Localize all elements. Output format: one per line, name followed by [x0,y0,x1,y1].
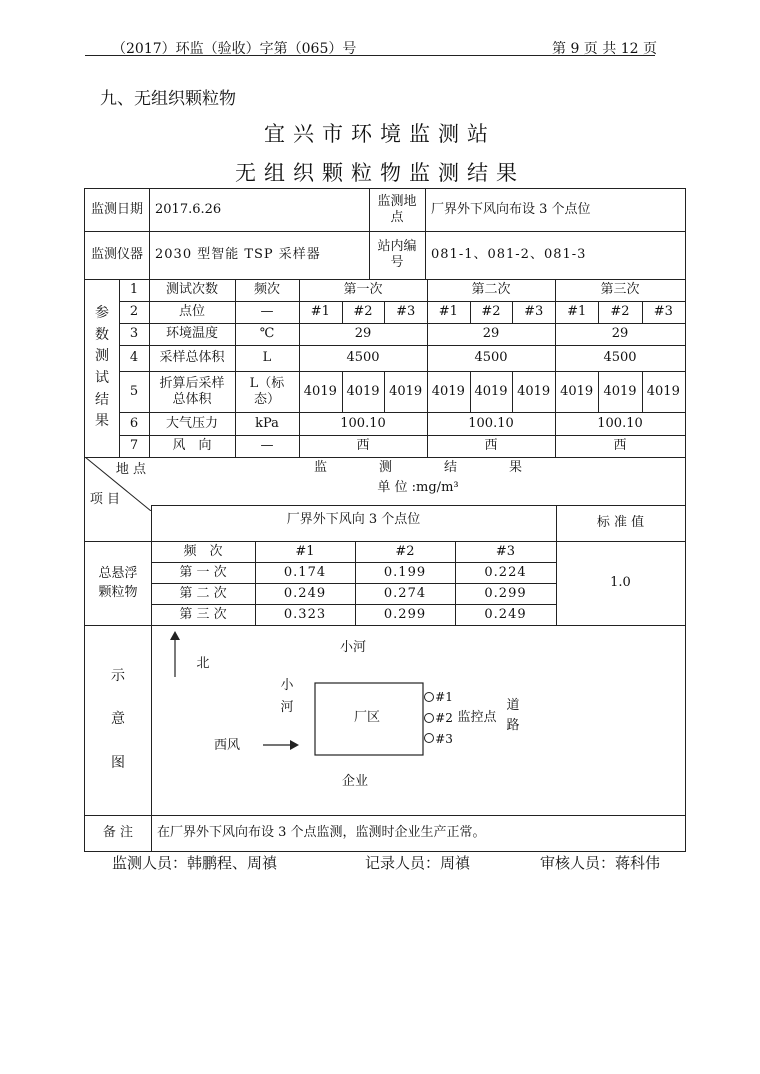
road-label: 道 [506,698,520,714]
param-unit: L [262,350,272,366]
freq-header: 频 次 [183,543,223,559]
result-value: 0.174 [283,564,327,580]
monitor-point-label: #2 [435,710,453,725]
result-value: 0.249 [283,585,327,601]
param-name: 大气压力 [165,415,218,431]
param-row-number: 2 [129,304,139,320]
north-label: 北 [196,656,210,672]
run-point: #1 [438,304,458,320]
run-pressure: 100.10 [597,415,643,431]
monitor-staff: 监测人员：韩鹏程、周禛 [112,854,278,872]
instrument-value: 2030 型智能 TSP 采样器 [155,247,321,263]
run-std-volume: 4019 [517,383,551,399]
plant-label: 厂区 [353,710,380,726]
monitor-point-label: #3 [435,731,453,746]
reviewer-staff: 审核人员：蒋科伟 [540,854,661,872]
diagram-label-char: 意 [111,711,125,728]
result-value: 0.299 [484,585,527,601]
instrument-label: 监测仪器 [90,247,143,263]
param-name: 环境温度 [165,326,218,342]
run-wind: 西 [613,438,627,454]
road-label: 路 [506,718,520,734]
run-temperature: 29 [482,326,500,342]
run-point: #3 [396,304,416,320]
group-label-char: 测 [95,348,109,365]
param-unit: — [260,438,274,454]
run-point: #2 [610,304,630,320]
run-point: #2 [353,304,373,320]
param-unit: ℃ [259,326,275,342]
page-number: 第 9 页 共 12 页 [552,41,657,57]
run-std-volume: 4019 [646,383,680,399]
run-point: #3 [653,304,673,320]
group-label-char: 结 [95,391,109,408]
group-label-char: 试 [95,370,109,386]
enterprise-label: 企业 [341,774,368,790]
param-unit: kPa [255,415,279,431]
remark-label: 备 注 [102,825,134,841]
run-temperature: 29 [354,326,372,342]
run-pressure: 100.10 [340,415,386,431]
date-label: 监测日期 [90,202,143,218]
result-value: 0.249 [484,606,527,622]
site-value: 厂界外下风向布设 3 个点位 [431,202,591,218]
remark-text: 在厂界外下风向布设 3 个点监测，监测时企业生产正常。 [157,825,486,841]
result-value: 0.199 [383,564,427,580]
result-value: 0.323 [283,606,327,622]
corner-item-label: 项 目 [89,492,121,508]
run-std-volume: 4019 [560,383,594,399]
run-header: 第一次 [343,282,383,298]
item-name: 总悬浮颗粒物 [98,565,138,600]
run-std-volume: 4019 [603,383,637,399]
group-label-char: 果 [95,413,109,430]
run-std-volume: 4019 [303,383,337,399]
north-arrowhead [170,631,180,640]
station-code-label: 站内编号 [377,239,417,270]
run-point: #3 [524,304,544,320]
corner-site-label: 地 点 [115,462,147,478]
recorder-staff: 记录人员：周禛 [365,854,471,872]
param-unit: 频次 [253,282,280,298]
point-header: #1 [295,543,315,559]
document-number: （2017）环监（验收）字第（065）号 [112,41,357,57]
param-name: 点位 [178,304,205,320]
monitor-point-marker [425,714,434,723]
run-header: 第三次 [600,282,640,298]
param-name: 测试次数 [165,282,218,298]
result-table [84,188,686,852]
run-std-volume: 4019 [474,383,508,399]
run-pressure: 100.10 [468,415,514,431]
run-temperature: 29 [611,326,629,342]
run-volume: 4500 [603,350,637,366]
diagram-label-char: 示 [111,667,125,684]
result-row-label: 第 一 次 [179,564,227,580]
river-left-label: 小 [280,678,294,694]
header-divider [85,55,655,56]
run-point: #2 [481,304,501,320]
run-std-volume: 4019 [431,383,465,399]
group-label-char: 参 [95,304,109,321]
param-row-number: 3 [129,326,139,342]
param-name: 采样总体积 [159,350,225,366]
param-unit: — [260,304,274,320]
section-title: 九、无组织颗粒物 [100,89,236,109]
run-wind: 西 [484,438,498,454]
run-volume: 4500 [346,350,380,366]
run-point: #1 [567,304,587,320]
diagram-label-char: 图 [111,754,125,771]
result-value: 0.274 [383,585,427,601]
group-label-char: 数 [95,326,109,343]
river-top-label: 小河 [339,640,366,656]
run-std-volume: 4019 [389,383,423,399]
param-row-number: 7 [129,438,139,454]
results-unit: 单 位 :mg/m³ [377,480,459,496]
run-wind: 西 [356,438,370,454]
results-title: 监 测 结 果 [313,460,522,476]
run-point: #1 [310,304,330,320]
monitor-point-label: #1 [435,689,453,704]
report-title: 无组织颗粒物监测结果 [235,161,525,185]
param-row-number: 5 [129,383,139,399]
station-title: 宜兴市环境监测站 [264,122,496,146]
parameter-group-label [85,279,119,457]
point-header: #2 [395,543,415,559]
station-code-value: 081-1、081-2、081-3 [431,247,587,263]
site-label: 监测地点 [377,194,417,225]
run-volume: 4500 [474,350,508,366]
wind-arrowhead [290,740,299,750]
diagram-label [85,625,151,815]
run-std-volume: 4019 [346,383,380,399]
wind-label: 西风 [213,738,240,754]
param-name: 折算后采样总体积 [159,375,225,407]
monitor-point-marker [425,693,434,702]
result-value: 0.224 [484,564,527,580]
run-header: 第二次 [471,282,511,298]
diagram-drawing [151,625,685,815]
result-row-label: 第 二 次 [179,585,227,601]
param-row-number: 6 [129,415,139,431]
date-value: 2017.6.26 [155,202,222,218]
standard-value: 1.0 [610,575,631,591]
point-header: #3 [495,543,516,559]
monitor-point-marker [425,734,434,743]
standard-header: 标 准 值 [596,515,645,531]
monitor-label: 监控点 [457,710,497,726]
param-name: 风 向 [172,438,212,454]
result-row-label: 第 三 次 [179,606,227,622]
param-row-number: 4 [129,350,139,366]
result-value: 0.299 [383,606,427,622]
param-unit: L（标态） [249,375,285,407]
param-row-number: 1 [129,282,139,298]
river-left-label: 河 [280,700,294,716]
site-header: 厂界外下风向 3 个点位 [286,512,421,528]
